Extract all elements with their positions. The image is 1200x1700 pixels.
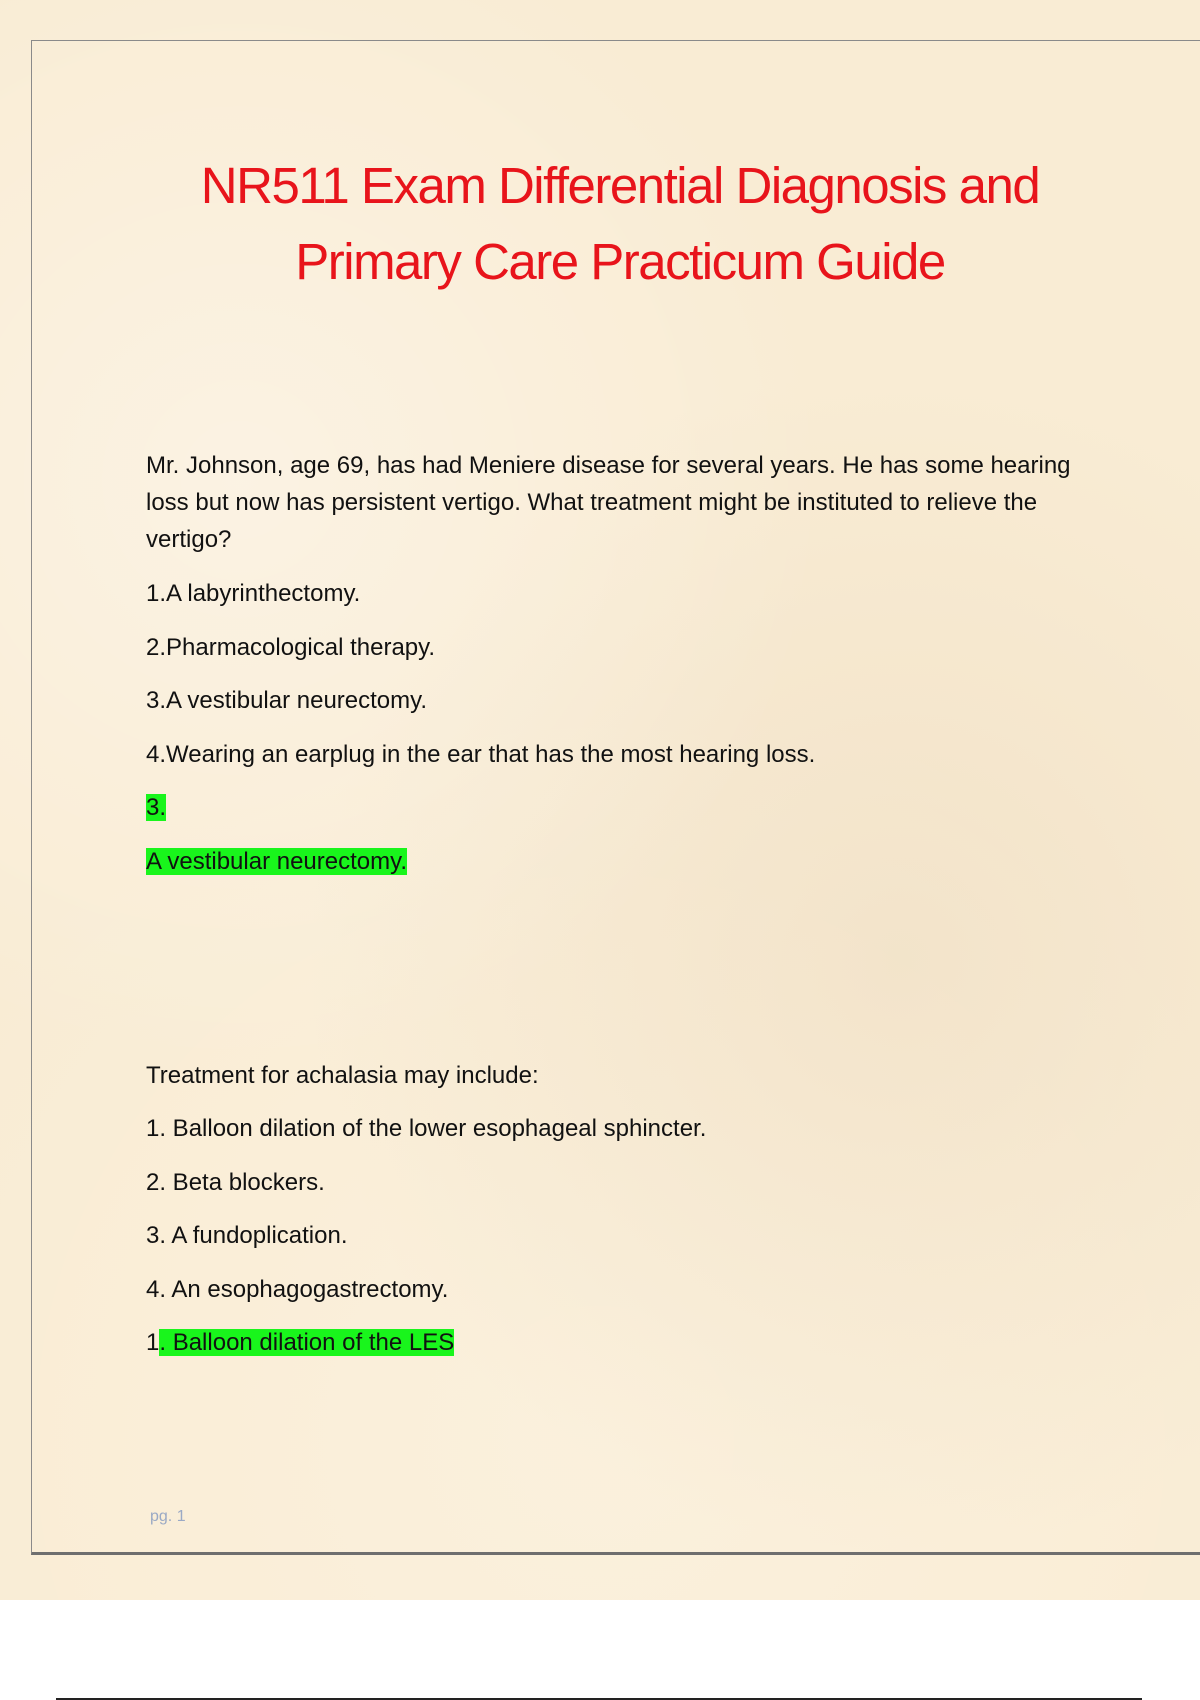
answer-highlight: . Balloon dilation of the LES [159, 1329, 455, 1356]
question-2-option-1: 1. Balloon dilation of the lower esophageal sphincter. [146, 1115, 707, 1142]
question-1-answer-number [146, 791, 166, 825]
question-2-answer [146, 1326, 454, 1360]
answer-highlight: A vestibular neurectomy. [146, 848, 408, 875]
question-2-stem: Treatment for achalasia may include: [146, 1062, 539, 1089]
document-title: NR511 Exam Differential Diagnosis and Primary Care Practicum Guide [200, 157, 1040, 290]
question-2-option-2: 2. Beta blockers. [146, 1169, 325, 1196]
question-1-stem [146, 447, 1086, 558]
question-1-answer [146, 845, 407, 879]
question-2-option-4: 4. An esophagogastrectomy. [146, 1276, 449, 1303]
question-1-option-2: 2.Pharmacological therapy. [146, 634, 436, 661]
question-1-text: Mr. Johnson, age 69, has had Meniere disease for several years. He has some hearing loss but now has persistent vertigo. What treatment might be instituted to relieve the vertigo? [146, 452, 1071, 553]
question-2-option-3: 3. A fundoplication. [146, 1222, 348, 1249]
page-number: pg. 1 [150, 1508, 186, 1525]
question-2-answer-prefix: 1 [146, 1329, 160, 1356]
question-1-option-4: 4.Wearing an earplug in the ear that has the most hearing loss. [146, 741, 816, 768]
answer-highlight: 3. [146, 794, 167, 821]
question-1-option-1: 1.A labyrinthectomy. [146, 580, 361, 607]
question-1-option-3: 3.A vestibular neurectomy. [146, 687, 428, 714]
